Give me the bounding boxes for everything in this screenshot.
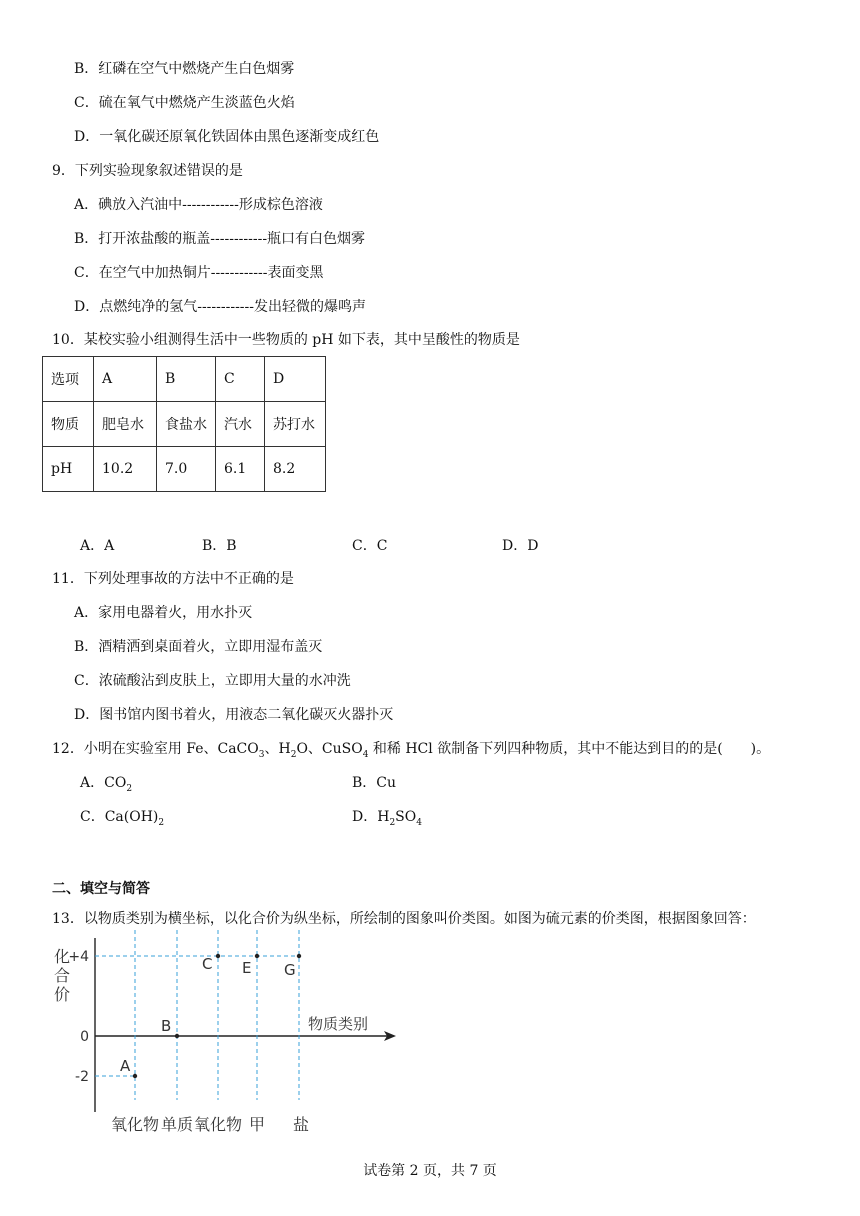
valence-class-chart — [40, 928, 420, 1140]
table-cell: 汽水 — [216, 402, 265, 447]
data-point-label: B — [161, 1017, 172, 1035]
x-category-label: 单质 — [160, 1115, 194, 1134]
data-point — [255, 954, 259, 958]
table-cell: 6.1 — [216, 447, 265, 492]
x-category-label: 甲 — [248, 1115, 266, 1134]
q9-option-d: D．点燃纯净的氢气------------发出轻微的爆鸣声 — [74, 299, 366, 315]
data-point-label: E — [242, 959, 252, 977]
y-tick-label: 0 — [80, 1029, 89, 1045]
q10-option-d: D．D — [502, 538, 539, 554]
q12-option-b: B．Cu — [352, 775, 397, 791]
y-tick-label: -2 — [75, 1069, 89, 1085]
data-point — [216, 954, 220, 958]
q9-option-c: C．在空气中加热铜片------------表面变黑 — [74, 265, 324, 281]
table-cell: pH — [43, 447, 94, 492]
table-row — [43, 447, 326, 492]
table-cell: C — [216, 357, 265, 402]
table-cell: 苏打水 — [265, 402, 326, 447]
q9-stem: 9．下列实验现象叙述错误的是 — [52, 163, 243, 179]
table-cell: 10.2 — [94, 447, 157, 492]
table-row — [43, 357, 326, 402]
table-cell: D — [265, 357, 326, 402]
q12-option-a: A．$CO_2$ — [80, 775, 133, 794]
y-tick-label: +4 — [68, 949, 89, 965]
q11-option-d: D．图书馆内图书着火，用液态二氧化碳灭火器扑灭 — [74, 707, 394, 723]
y-axis-label-char: 化 — [54, 947, 71, 966]
q12-option-c: C．$Ca(OH)_2$ — [80, 809, 165, 828]
q8-option-d: D．一氧化碳还原氧化铁固体由黑色逐渐变成红色 — [74, 129, 380, 145]
data-point-label: A — [120, 1057, 131, 1075]
page-footer: 试卷第 2 页，共 7 页 — [363, 1163, 497, 1179]
q13-stem: 13．以物质类别为横坐标，以化合价为纵坐标，所绘制的图象叫价类图。如图为硫元素的价类图，根据图象回答： — [52, 911, 756, 927]
table-cell: 食盐水 — [157, 402, 216, 447]
table-cell: 物质 — [43, 402, 94, 447]
q11-option-a: A．家用电器着火，用水扑灭 — [74, 605, 253, 621]
q11-stem: 11．下列处理事故的方法中不正确的是 — [52, 571, 294, 587]
q8-option-b: B．红磷在空气中燃烧产生白色烟雾 — [74, 61, 295, 77]
data-point — [175, 1034, 179, 1038]
table-row — [43, 402, 326, 447]
table-cell: 8.2 — [265, 447, 326, 492]
q9-option-a: A．碘放入汽油中------------形成棕色溶液 — [74, 197, 323, 213]
ph-table — [42, 356, 326, 492]
table-cell: A — [94, 357, 157, 402]
table-cell: 7.0 — [157, 447, 216, 492]
table-cell: B — [157, 357, 216, 402]
x-category-label: 氧化物 — [193, 1115, 243, 1134]
q10-stem: 10．某校实验小组测得生活中一些物质的 pH 如下表，其中呈酸性的物质是 — [52, 332, 520, 348]
x-category-label: 盐 — [292, 1115, 310, 1134]
y-axis-label-char: 合 — [54, 966, 71, 985]
q12-option-d: D．$H_2SO_4$ — [352, 809, 422, 828]
q10-option-b: B．B — [202, 538, 237, 554]
x-axis-label: 物质类别 — [308, 1015, 369, 1033]
q11-option-b: B．酒精洒到桌面着火，立即用湿布盖灭 — [74, 639, 323, 655]
q10-option-c: C．C — [352, 538, 388, 554]
table-cell: 肥皂水 — [94, 402, 157, 447]
data-point-label: G — [284, 961, 296, 979]
section-heading: 二、填空与简答 — [52, 881, 150, 897]
q8-option-c: C．硫在氧气中燃烧产生淡蓝色火焰 — [74, 95, 295, 111]
q12-stem: 12．小明在实验室用 Fe、CaCO$_3$、$H_2O$、CuSO$_4$ 和稀 HCl 欲制备下列四种物质，其中不能达到目的的是( )。 — [52, 741, 771, 760]
x-category-label: 氧化物 — [110, 1115, 160, 1134]
y-axis-label-char: 价 — [54, 985, 71, 1004]
data-point-label: C — [202, 955, 213, 973]
q10-option-a: A．A — [80, 538, 115, 554]
q11-option-c: C．浓硫酸沾到皮肤上，立即用大量的水冲洗 — [74, 673, 351, 689]
data-point — [297, 954, 301, 958]
table-cell: 选项 — [43, 357, 94, 402]
q9-option-b: B．打开浓盐酸的瓶盖------------瓶口有白色烟雾 — [74, 231, 366, 247]
data-point — [133, 1074, 137, 1078]
